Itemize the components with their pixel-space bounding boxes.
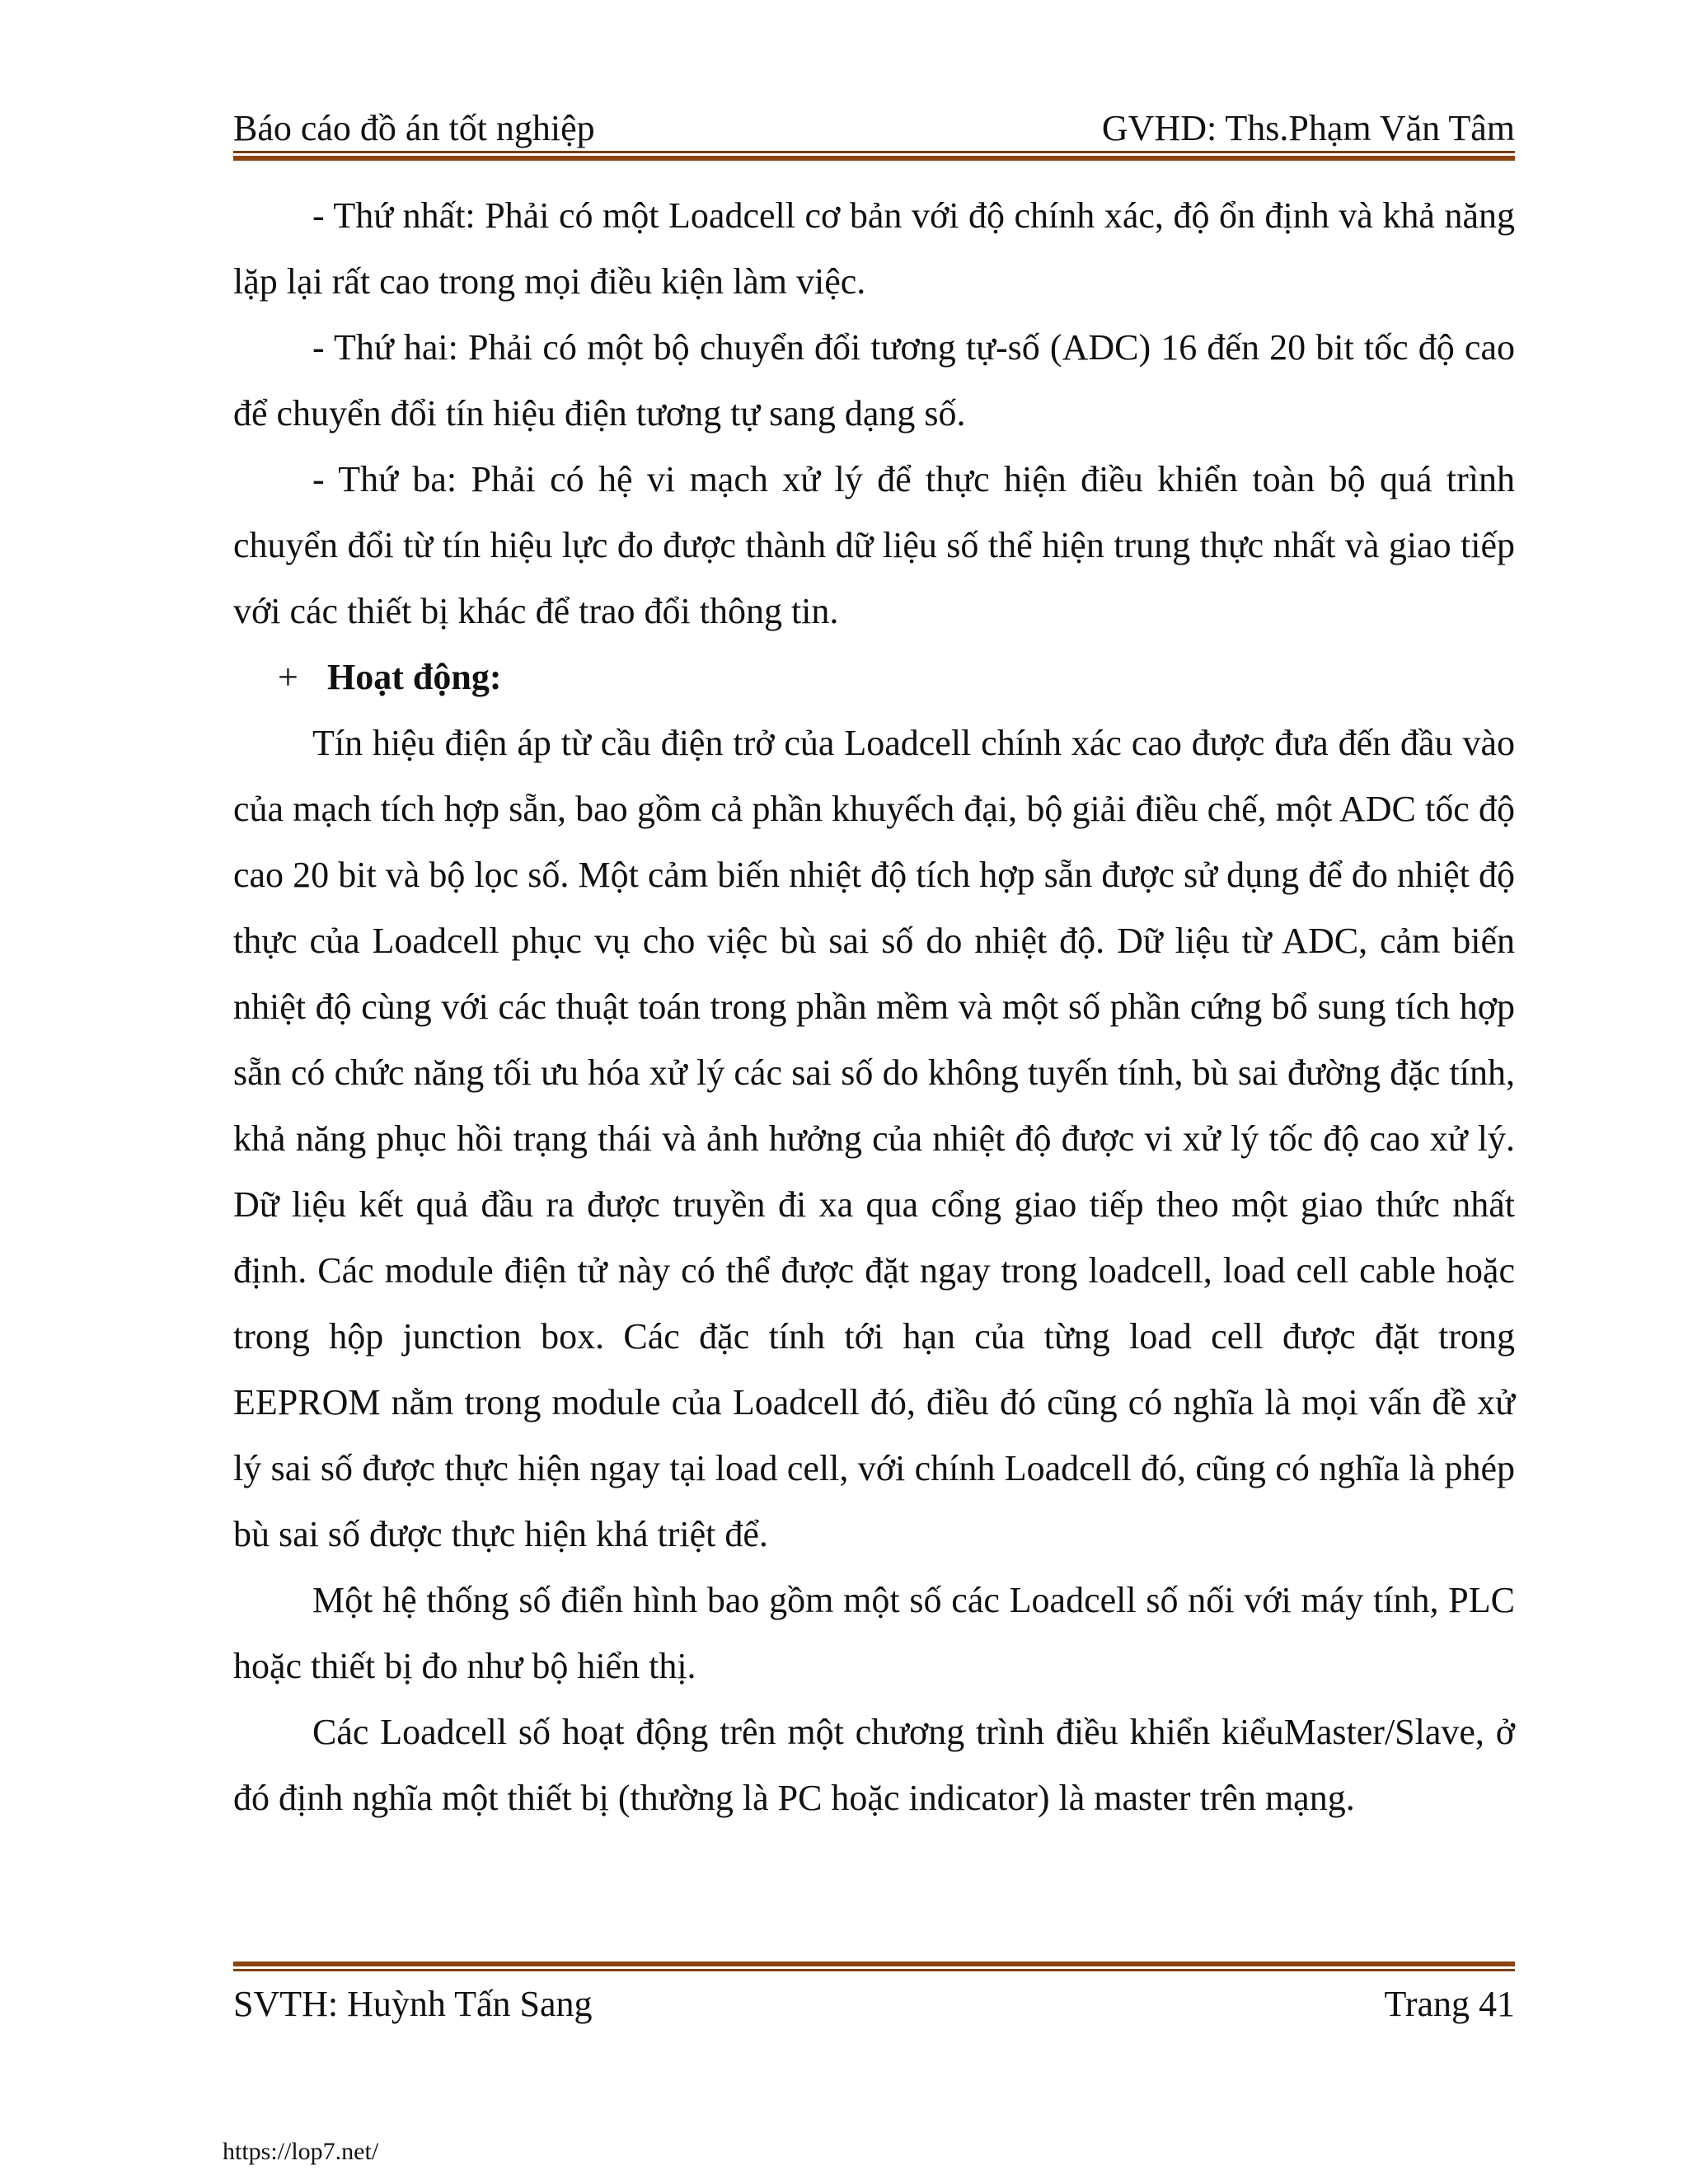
paragraph-operation: Tín hiệu điện áp từ cầu điện trở của Loadcell chính xác cao được đưa đến đầu vào của mạch tích hợp sẵn, bao gồm cả phần khuyếch đại, bộ giải điều chế, một ADC tốc độ cao 20 bit và bộ lọc số. Một cảm biến nhiệt độ tích hợp sẵn được sử dụng để đo nhiệt độ thực của Loadcell phục vụ cho việc bù sai số do nhiệt độ. Dữ liệu từ ADC, cảm biến nhiệt độ cùng với các thuật toán trong phần mềm và một số phần cứng bổ sung tích hợp sẵn có chức năng tối ưu hóa xử lý các sai số do không tuyến tính, bù sai đường đặc tính, khả năng phục hồi trạng thái và ảnh hưởng của nhiệt độ được vi xử lý tốc độ cao xử lý. Dữ liệu kết quả đầu ra được truyền đi xa qua cổng giao tiếp theo một giao thức nhất định. Các module điện tử này có thể được đặt ngay trong loadcell, load cell cable hoặc trong hộp junction box. Các đặc tính tới hạn của từng load cell được đặt trong EEPROM nằm trong module của Loadcell đó, điều đó cũng có nghĩa là mọi vấn đề xử lý sai số được thực hiện ngay tại load cell, với chính Loadcell đó, cũng có nghĩa là phép bù sai số được thực hiện khá triệt để. — [233, 723, 1515, 1554]
page-body — [233, 183, 1515, 1831]
footer-divider — [233, 1961, 1515, 1971]
header-supervisor: GVHD: Ths.Phạm Văn Tâm — [1101, 108, 1515, 148]
paragraph-requirement-1: - Thứ nhất: Phải có một Loadcell cơ bản với độ chính xác, độ ổn định và khả năng lặp lại rất cao trong mọi điều kiện làm việc. — [233, 195, 1515, 302]
heading-text: Hoạt động: — [327, 657, 502, 697]
heading-bullet: + — [278, 657, 298, 697]
paragraph-master-slave: Các Loadcell số hoạt động trên một chương trình điều khiển kiểuMaster/Slave, ở đó định nghĩa một thiết bị (thường là PC hoặc indicator) là master trên mạng. — [233, 1712, 1515, 1818]
page-footer — [233, 1980, 1515, 2029]
header-divider — [233, 151, 1515, 161]
header-report-title: Báo cáo đồ án tốt nghiệp — [233, 108, 595, 148]
page-number: Trang 41 — [1384, 1984, 1515, 2024]
page-header — [233, 97, 1515, 147]
section-heading — [233, 644, 1515, 710]
paragraph-digital-system: Một hệ thống số điển hình bao gồm một số các Loadcell số nối với máy tính, PLC hoặc thiết bị đo như bộ hiển thị. — [233, 1580, 1515, 1686]
paragraph-requirement-3: - Thứ ba: Phải có hệ vi mạch xử lý để thực hiện điều khiển toàn bộ quá trình chuyển đổi từ tín hiệu lực đo được thành dữ liệu số thể hiện trung thực nhất và giao tiếp với các thiết bị khác để trao đổi thông tin. — [233, 459, 1515, 631]
source-url: https://lop7.net/ — [223, 2138, 379, 2165]
paragraph-requirement-2: - Thứ hai: Phải có một bộ chuyển đổi tương tự-số (ADC) 16 đến 20 bit tốc độ cao để chuyển đổi tín hiệu điện tương tự sang dạng số. — [233, 327, 1515, 434]
footer-student: SVTH: Huỳnh Tấn Sang — [233, 1984, 593, 2024]
